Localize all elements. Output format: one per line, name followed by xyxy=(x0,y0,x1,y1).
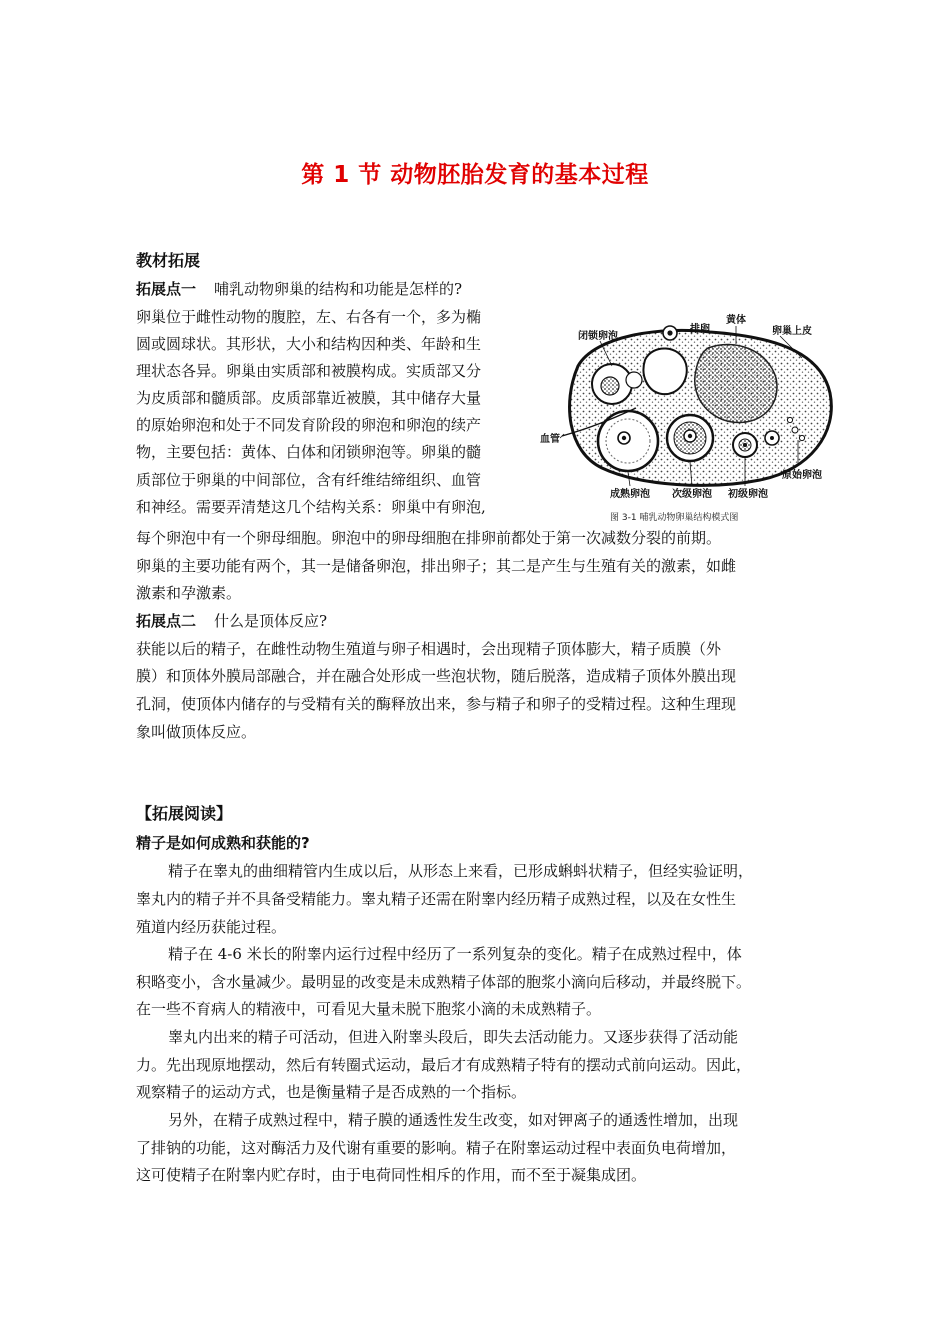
body-line: 理状态各异。卵巢由实质部和被膜构成。实质部又分 xyxy=(136,362,482,380)
body-line: 激素和孕激素。 xyxy=(136,584,242,602)
reading-line: 积略变小，含水量减少。最明显的改变是未成熟精子体部的胞浆小滴向后移动，并最终脱下。 xyxy=(136,973,752,991)
body-line: 圆或圆球状。其形状，大小和结构因种类、年龄和生 xyxy=(136,335,482,353)
reading-line: 精子在 4-6 米长的附睾内运行过程中经历了一系列复杂的变化。精子在成熟过程中，体 xyxy=(168,945,742,963)
section-heading-extended-reading: 【拓展阅读】 xyxy=(136,804,233,823)
label-closed-follicle: 闭锁卵泡 xyxy=(578,331,618,342)
body-line: 和神经。需要弄清楚这几个结构关系：卵巢中有卵泡, xyxy=(136,498,486,516)
label-primary-follicle: 初级卵泡 xyxy=(728,489,768,500)
reading-line: 观察精子的运动方式，也是衡量精子是否成熟的一个指标。 xyxy=(136,1083,527,1101)
body-line: 卵巢的主要功能有两个，其一是储备卵泡，排出卵子；其二是产生与生殖有关的激素，如雌 xyxy=(136,557,737,575)
reading-line: 这可使精子在附睾内贮存时，由于电荷同性相斥的作用，而不至于凝集成团。 xyxy=(136,1166,647,1184)
label-epithelium: 卵巢上皮 xyxy=(772,326,812,337)
section-heading-textbook: 教材拓展 xyxy=(136,251,201,270)
reading-line: 另外，在精子成熟过程中，精子膜的通透性发生改变，如对钾离子的通透性增加，出现 xyxy=(168,1111,739,1129)
reading-line: 在一些不育病人的精液中，可看见大量未脱下胞浆小滴的未成熟精子。 xyxy=(136,1000,602,1018)
body-line: 膜）和顶体外膜局部融合，并在融合处形成一些泡状物，随后脱落，造成精子顶体外膜出现 xyxy=(136,667,737,685)
reading-line: 殖道内经历获能过程。 xyxy=(136,918,287,936)
body-line: 物，主要包括：黄体、白体和闭锁卵泡等。卵巢的髓 xyxy=(136,443,482,461)
point1-question: 哺乳动物卵巢的结构和功能是怎样的? xyxy=(214,280,463,298)
point2-line xyxy=(136,611,327,631)
reading-line: 精子在睾丸的曲细精管内生成以后，从形态上来看，已形成蝌蚪状精子，但经实验证明， xyxy=(168,862,754,880)
page-title: 第 1 节 动物胚胎发育的基本过程 xyxy=(301,162,649,188)
label-corpus-luteum: 黄体 xyxy=(726,315,746,326)
body-line: 的原始卵泡和处于不同发育阶段的卵泡和卵泡的续产 xyxy=(136,416,482,434)
reading-line: 睾丸内出来的精子可活动，但进入附睾头段后，即失去活动能力。又逐步获得了活动能 xyxy=(168,1028,739,1046)
reading-subheading: 精子是如何成熟和获能的? xyxy=(136,834,310,852)
ovary-diagram xyxy=(540,308,845,528)
label-mature-follicle: 成熟卵泡 xyxy=(610,489,650,500)
label-vessel: 血管 xyxy=(540,434,560,445)
body-line: 获能以后的精子，在雌性动物生殖道与卵子相遇时，会出现精子顶体膨大，精子质膜（外 xyxy=(136,640,722,658)
body-line: 为皮质部和髓质部。皮质部靠近被膜，其中储存大量 xyxy=(136,389,482,407)
reading-line: 了排钠的功能，这对酶活力及代谢有重要的影响。精子在附睾运动过程中表面负电荷增加， xyxy=(136,1139,737,1157)
reading-line: 力。先出现原地摆动，然后有转圈式运动，最后才有成熟精子特有的摆动式前向运动。因此， xyxy=(136,1056,752,1074)
point1-label: 拓展点一 xyxy=(136,280,197,298)
label-primordial-follicle: 原始卵泡 xyxy=(782,470,822,481)
body-line: 每个卵泡中有一个卵母细胞。卵泡中的卵母细胞在排卵前都处于第一次减数分裂的前期。 xyxy=(136,529,722,547)
body-line: 孔洞，使顶体内储存的与受精有关的酶释放出来，参与精子和卵子的受精过程。这种生理现 xyxy=(136,695,737,713)
body-line: 象叫做顶体反应。 xyxy=(136,723,257,741)
point1-line xyxy=(136,279,462,299)
point2-label: 拓展点二 xyxy=(136,612,197,630)
point2-question: 什么是顶体反应? xyxy=(214,612,328,630)
reading-line: 睾丸内的精子并不具备受精能力。睾丸精子还需在附睾内经历精子成熟过程，以及在女性生 xyxy=(136,890,737,908)
figure-caption: 图 3-1 哺乳动物卵巢结构模式图 xyxy=(610,513,739,523)
body-line: 质部位于卵巢的中间部位，含有纤维结缔组织、血管 xyxy=(136,471,482,489)
label-secondary-follicle: 次级卵泡 xyxy=(672,489,712,500)
body-line: 卵巢位于雌性动物的腹腔，左、右各有一个，多为椭 xyxy=(136,308,482,326)
label-ovulation: 排卵 xyxy=(690,324,710,335)
ovulation-shape xyxy=(644,348,687,394)
